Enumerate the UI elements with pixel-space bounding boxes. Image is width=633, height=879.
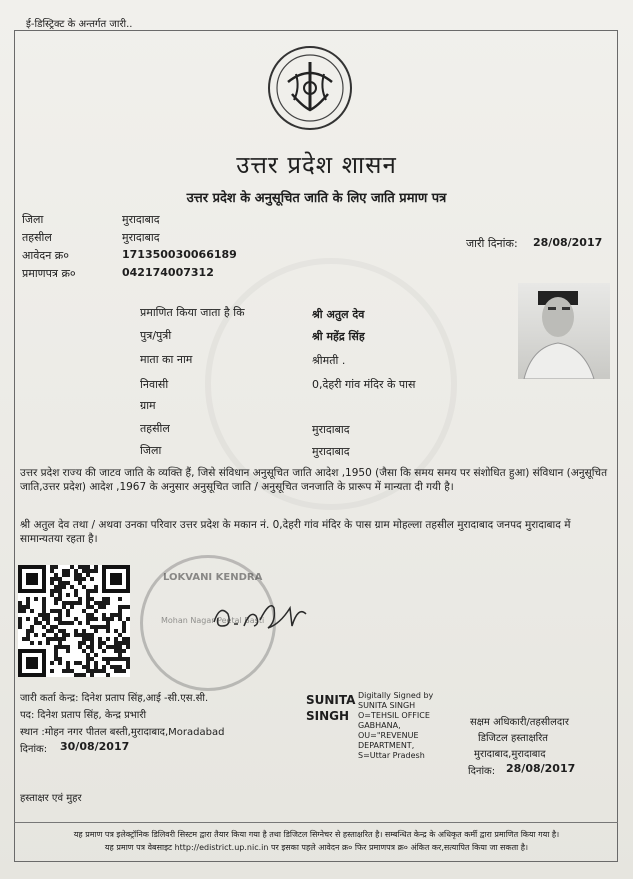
document-subtitle: उत्तर प्रदेश के अनुसूचित जाति के लिए जाति प्रमाण पत्र bbox=[186, 191, 447, 206]
residence-paragraph: श्री अतुल देव तथा / अथवा उनका परिवार उत्तर प्रदेश के मकान नं. 0,देहरी गांव मंदिर के पास ग्राम मोहल्ला तहसील मुरादाबाद जनपद मुरादाबाद में सामान्यतया रहता है। bbox=[20, 519, 571, 545]
meta-certificate-label: प्रमाणपत्र क्र० bbox=[22, 267, 76, 280]
meta-application-value: 171350030066189 bbox=[122, 248, 237, 261]
footnote-line-1: यह प्रमाण पत्र इलेक्ट्रॉनिक डिलिवरी सिस्टम द्वारा तैयार किया गया है तथा डिजिटल सिग्नेचर से हस्ताक्षरित है। सम्बन्धित केन्द्र के अधिकृत कर्मी द्वारा प्रमाणित किया गया है। bbox=[73, 830, 560, 839]
issuer-place: स्थान :मोहन नगर पीतल बस्ती,मुरादाबाद,Moradabad bbox=[20, 727, 225, 738]
footer-divider bbox=[14, 822, 618, 823]
meta-district-label: जिला bbox=[22, 213, 44, 226]
mother-value: श्रीमती . bbox=[312, 354, 346, 367]
document-title: उत्तर प्रदेश शासन bbox=[236, 151, 397, 179]
issue-date-label: जारी दिनांक: bbox=[466, 237, 518, 250]
detail-district-value: मुरादाबाद bbox=[312, 445, 350, 458]
detail-tehsil-value: मुरादाबाद bbox=[312, 423, 350, 436]
certify-value: श्री अतुल देव bbox=[312, 308, 365, 321]
authority-date-value: 28/08/2017 bbox=[506, 762, 576, 775]
digital-sign-name-2: SINGH bbox=[306, 709, 350, 723]
up-government-emblem bbox=[266, 44, 354, 132]
stamp-inner-text: Mohan Nagar Peetal Basti bbox=[161, 616, 265, 625]
applicant-photo bbox=[518, 283, 610, 379]
detail-tehsil-label: तहसील bbox=[140, 422, 170, 435]
stamp-top-text: LOKVANI KENDRA bbox=[163, 572, 263, 583]
meta-tehsil-value: मुरादाबाद bbox=[122, 231, 160, 244]
digital-sign-name-1: SUNITA bbox=[306, 693, 356, 707]
resident-label: निवासी bbox=[140, 378, 169, 391]
meta-application-label: आवेदन क्र० bbox=[22, 249, 69, 262]
resident-value: 0,देहरी गांव मंदिर के पास bbox=[312, 378, 416, 391]
mother-label: माता का नाम bbox=[140, 353, 193, 366]
caste-paragraph: उत्तर प्रदेश राज्य की जाटव जाति के व्यक्ति हैं, जिसे संविधान अनुसूचित जाति आदेश ,1950 (जैसा कि समय समय पर संशोधित हुआ) संविधान (अनुसूचित जाति,उत्तर प्रदेश) आदेश ,1967 के अनुसार अनुसूचित जाति / अनुसूचित जनजाति के प्रारूप में मान्यता दी गयी है। bbox=[20, 467, 608, 493]
issuer-date-value: 30/08/2017 bbox=[60, 740, 130, 753]
qr-code bbox=[18, 565, 130, 677]
qr-code-icon bbox=[18, 565, 130, 677]
authority-digital: डिजिटल हस्ताक्षरित bbox=[478, 733, 548, 744]
meta-district-value: मुरादाबाद bbox=[122, 213, 160, 226]
village-label: ग्राम bbox=[140, 399, 156, 412]
issuer-center: जारी कर्ता केन्द्र: दिनेश प्रताप सिंह,आई -सी.एस.सी. bbox=[20, 693, 209, 704]
meta-certificate-value: 042174007312 bbox=[122, 266, 214, 279]
e-district-note: ई-डिस्ट्रिक्ट के अन्तर्गत जारी.. bbox=[26, 19, 133, 30]
issue-date-value: 28/08/2017 bbox=[533, 236, 603, 249]
footnote-line-2: यह प्रमाण पत्र वेबसाइट http://edistrict.up.nic.in पर इसका पहले आवेदन क्र० फिर प्रमाणपत्र क्र० अंकित कर,सत्यापित किया जा सकता है। bbox=[104, 843, 529, 852]
authority-location: मुरादाबाद,मुरादाबाद bbox=[474, 749, 546, 760]
person-photo-icon bbox=[518, 283, 610, 379]
digital-sign-detail: Digitally Signed by SUNITA SINGH O=TEHSIL OFFICE GABHANA, OU="REVENUE DEPARTMENT, S=Uttar Pradesh bbox=[358, 691, 434, 760]
certify-label: प्रमाणित किया जाता है कि bbox=[140, 306, 245, 319]
issuer-post: पद: दिनेश प्रताप सिंह, केन्द्र प्रभारी bbox=[20, 710, 147, 721]
parent-label: पुत्र/पुत्री bbox=[140, 329, 172, 342]
handwritten-signature bbox=[210, 596, 310, 636]
parent-value: श्री महेंद्र सिंह bbox=[312, 330, 365, 343]
signature-seal-label: हस्ताक्षर एवं मुहर bbox=[20, 793, 82, 804]
issuer-date-label: दिनांक: bbox=[20, 744, 48, 755]
meta-tehsil-label: तहसील bbox=[22, 231, 52, 244]
authority-date-label: दिनांक: bbox=[468, 766, 496, 777]
detail-district-label: जिला bbox=[140, 444, 162, 457]
authority-title: सक्षम अधिकारी/तहसीलदार bbox=[470, 717, 569, 728]
